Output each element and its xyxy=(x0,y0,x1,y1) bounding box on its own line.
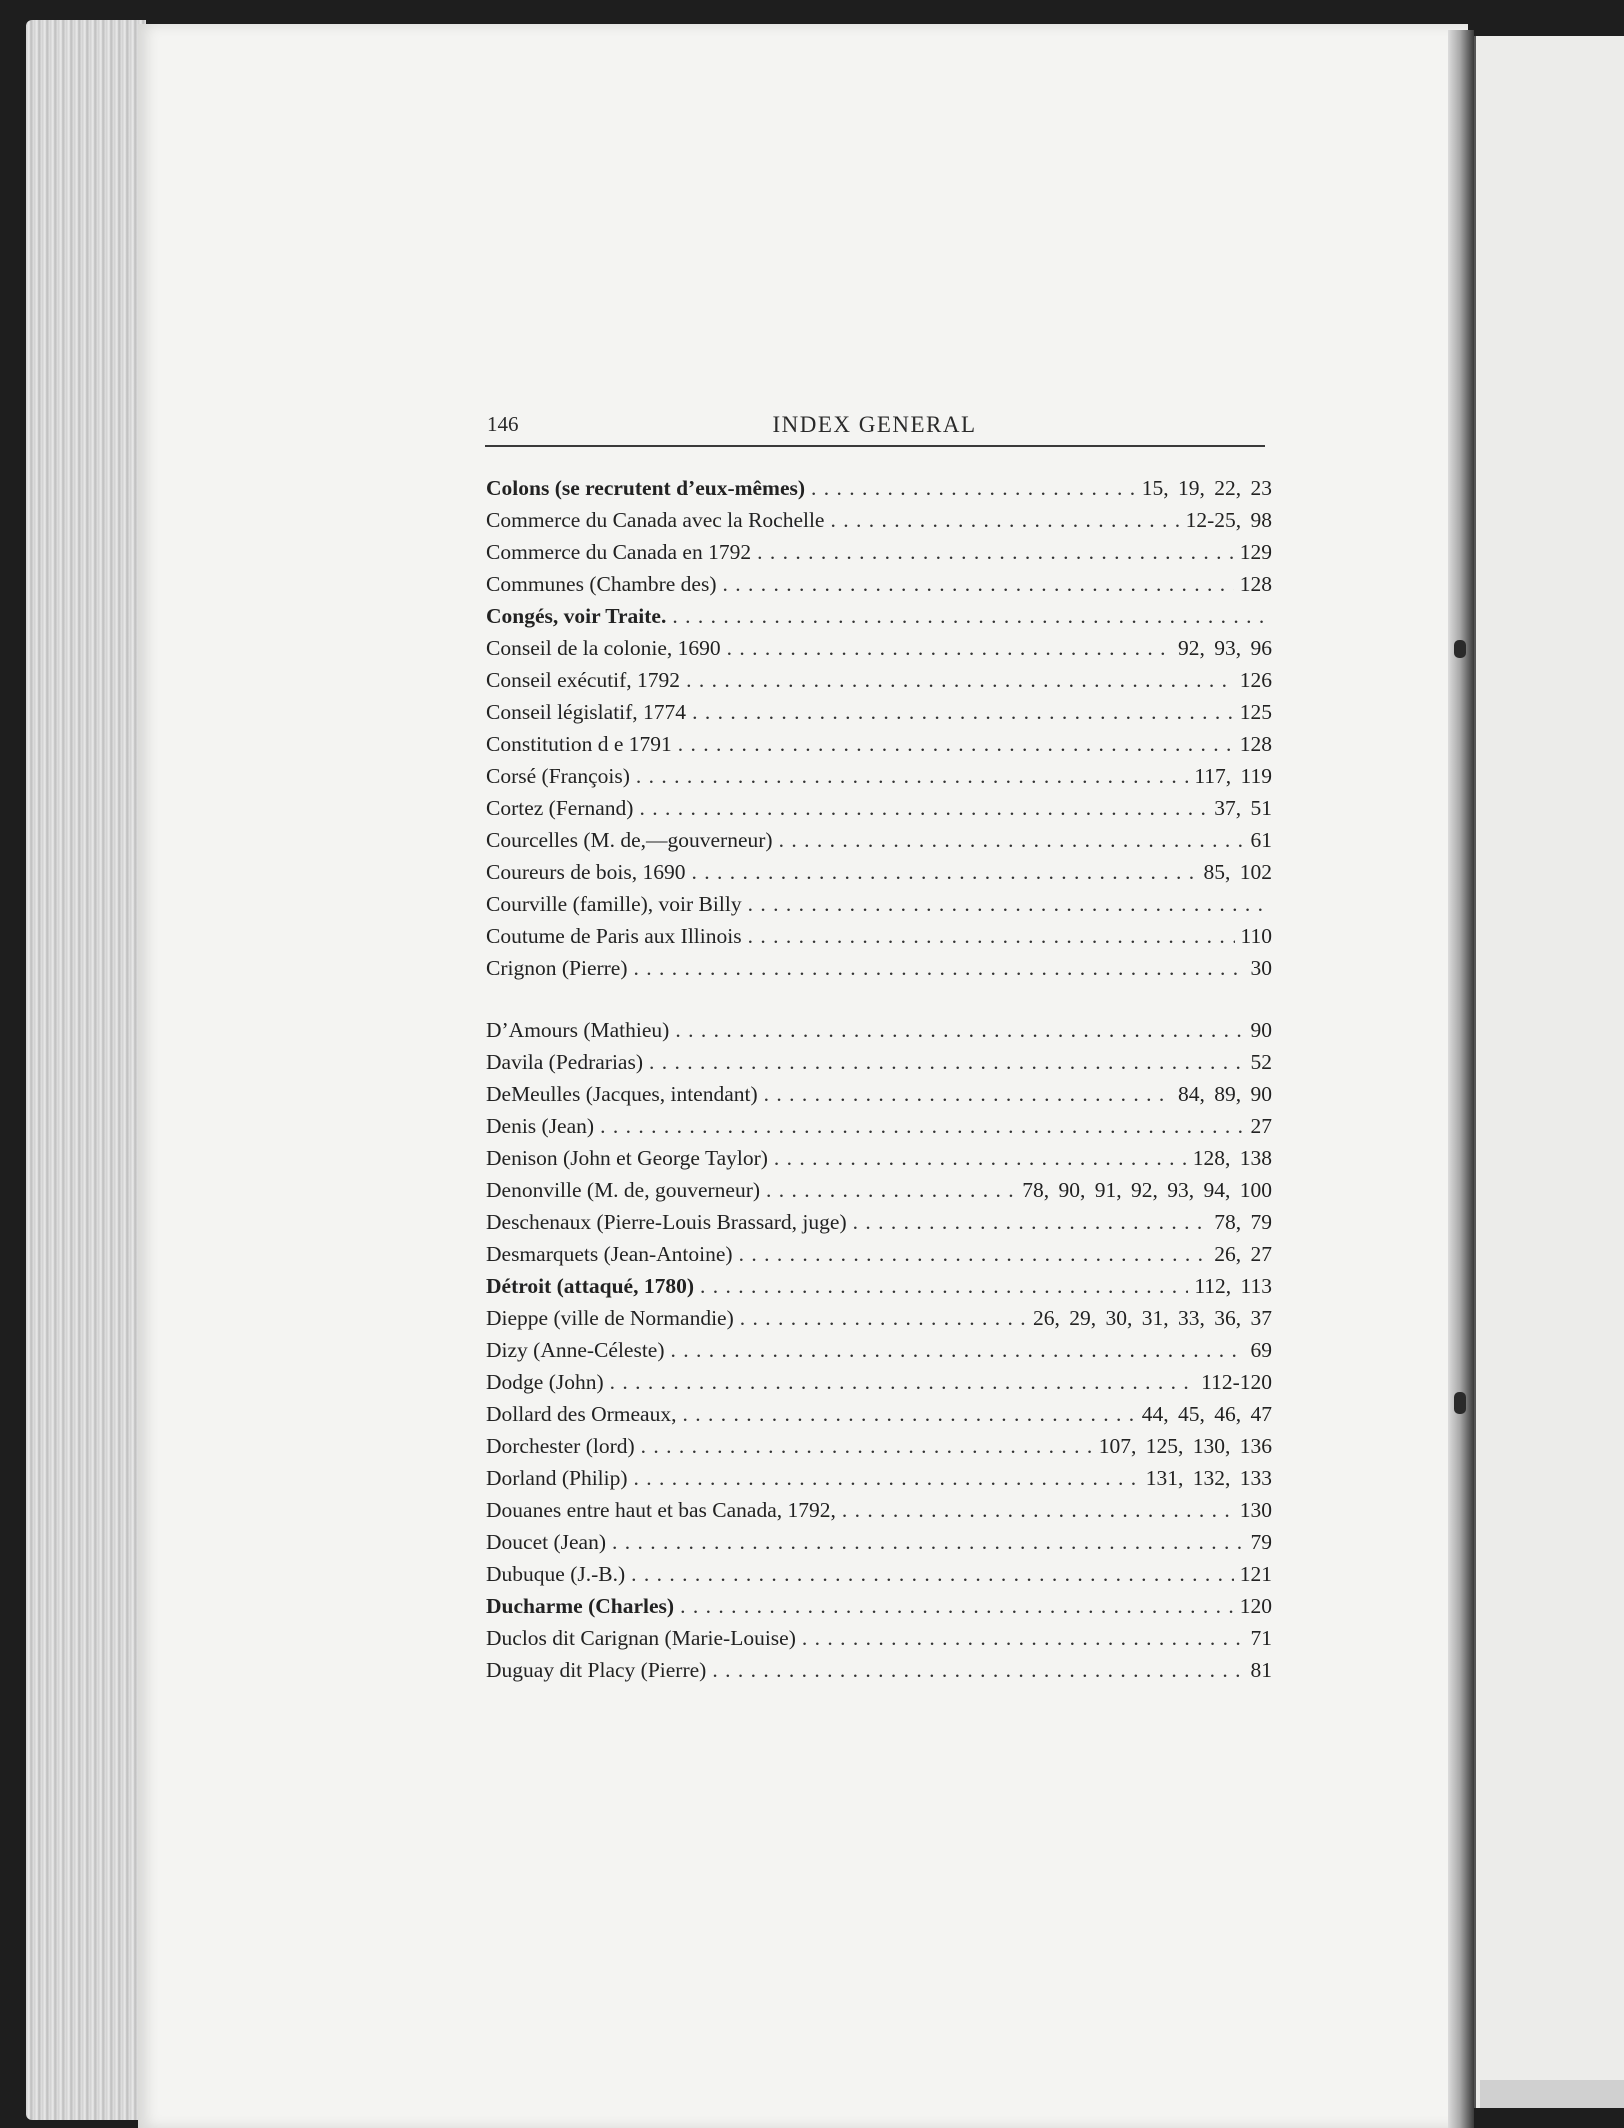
index-entry-label: Courville (famille), voir Billy xyxy=(486,892,742,916)
index-entry xyxy=(486,1114,1272,1146)
index-entry-label: Dorland (Philip) xyxy=(486,1466,628,1490)
index-entry xyxy=(486,828,1272,860)
index-entry-label: Crignon (Pierre) xyxy=(486,956,628,980)
index-entry-label: Congés, voir Traite. xyxy=(486,604,667,628)
index-entry xyxy=(486,892,1272,924)
dot-leader xyxy=(612,1530,1245,1555)
index-entry-label: Constitution d e 1791 xyxy=(486,732,672,756)
index-entry-pages: 52 xyxy=(1250,1050,1272,1074)
index-group-c xyxy=(486,476,1272,988)
dot-leader xyxy=(649,1050,1245,1075)
dot-leader xyxy=(712,1658,1244,1683)
dot-leader xyxy=(727,636,1172,661)
index-entry-label: Commerce du Canada en 1792 xyxy=(486,540,752,564)
facing-page-bottom xyxy=(1480,2080,1624,2108)
dot-leader xyxy=(610,1370,1195,1395)
index-entry-pages: 117, 119 xyxy=(1194,764,1272,788)
index-entry xyxy=(486,1466,1272,1498)
dot-leader xyxy=(641,1434,1093,1459)
dot-leader xyxy=(686,668,1234,693)
index-entry xyxy=(486,508,1272,540)
dot-leader xyxy=(774,1146,1187,1171)
dot-leader xyxy=(739,1242,1209,1267)
dot-leader xyxy=(678,732,1234,757)
dot-leader xyxy=(672,604,1266,629)
index-entry xyxy=(486,1306,1272,1338)
index-entry-label: Dieppe (ville de Normandie) xyxy=(486,1306,734,1330)
index-entry-pages: 128 xyxy=(1239,732,1272,756)
index-entry xyxy=(486,572,1272,604)
index-entry-pages: 44, 45, 46, 47 xyxy=(1141,1402,1272,1426)
index-entry-label: Détroit (attaqué, 1780) xyxy=(486,1274,694,1298)
index-entry xyxy=(486,1146,1272,1178)
index-entry-pages: 130 xyxy=(1239,1498,1272,1522)
dot-leader xyxy=(748,892,1266,917)
dot-leader xyxy=(779,828,1245,853)
dot-leader xyxy=(748,924,1235,949)
index-entry xyxy=(486,764,1272,796)
index-entry-label: Desmarquets (Jean-Antoine) xyxy=(486,1242,733,1266)
index-entry-pages: 79 xyxy=(1250,1530,1272,1554)
index-entry-label: Coutume de Paris aux Illinois xyxy=(486,924,742,948)
index-entry-pages: 112, 113 xyxy=(1194,1274,1272,1298)
dot-leader xyxy=(691,860,1197,885)
dot-leader xyxy=(853,1210,1209,1235)
dot-leader xyxy=(631,1562,1234,1587)
book-gutter xyxy=(1448,30,1474,2128)
index-entry xyxy=(486,1242,1272,1274)
index-entry-pages: 37, 51 xyxy=(1214,796,1272,820)
index-entry-label: Courcelles (M. de,—gouverneur) xyxy=(486,828,773,852)
index-entry-pages: 61 xyxy=(1250,828,1272,852)
index-entry xyxy=(486,476,1272,508)
index-entry-label: Commerce du Canada avec la Rochelle xyxy=(486,508,825,532)
index-entry-pages: 12-25, 98 xyxy=(1185,508,1272,532)
index-entry-pages: 92, 93, 96 xyxy=(1178,636,1272,660)
facing-page-edge xyxy=(1474,36,1624,2108)
header-rule xyxy=(485,445,1265,447)
index-entry-label: Deschenaux (Pierre-Louis Brassard, juge) xyxy=(486,1210,847,1234)
index-entry-label: Duclos dit Carignan (Marie-Louise) xyxy=(486,1626,796,1650)
index-entry-pages: 78, 90, 91, 92, 93, 94, 100 xyxy=(1022,1178,1272,1202)
dot-leader xyxy=(636,764,1188,789)
index-entry-pages: 26, 29, 30, 31, 33, 36, 37 xyxy=(1033,1306,1272,1330)
index-entry-label: Conseil exécutif, 1792 xyxy=(486,668,681,692)
index-entry-pages: 112-120 xyxy=(1201,1370,1272,1394)
index-entry xyxy=(486,540,1272,572)
index-entry-label: Duguay dit Placy (Pierre) xyxy=(486,1658,707,1682)
index-entry xyxy=(486,956,1272,988)
page-number: 146 xyxy=(487,412,519,436)
index-entry-label: Dizy (Anne-Céleste) xyxy=(486,1338,665,1362)
dot-leader xyxy=(639,796,1208,821)
index-group-d xyxy=(486,1018,1272,1690)
index-entry-pages: 27 xyxy=(1250,1114,1272,1138)
dot-leader xyxy=(634,956,1245,981)
index-entry-pages: 84, 89, 90 xyxy=(1178,1082,1272,1106)
dot-leader xyxy=(700,1274,1188,1299)
binding-thread-mark xyxy=(1454,640,1466,658)
index-entry xyxy=(486,1338,1272,1370)
index-entry xyxy=(486,1402,1272,1434)
index-entry-label: Davila (Pedrarias) xyxy=(486,1050,643,1074)
index-entry xyxy=(486,1562,1272,1594)
index-entry-label: Cortez (Fernand) xyxy=(486,796,634,820)
index-entry-label: DeMeulles (Jacques, intendant) xyxy=(486,1082,758,1106)
running-title: INDEX GENERAL xyxy=(772,412,977,437)
index-entry-pages: 107, 125, 130, 136 xyxy=(1098,1434,1272,1458)
index-entry xyxy=(486,924,1272,956)
index-entry-pages: 81 xyxy=(1250,1658,1272,1682)
index-entry xyxy=(486,636,1272,668)
index-entry-pages: 125 xyxy=(1239,700,1272,724)
dot-leader xyxy=(675,1018,1244,1043)
index-entry-pages: 69 xyxy=(1250,1338,1272,1362)
index-entry-label: Ducharme (Charles) xyxy=(486,1594,675,1618)
index-list xyxy=(486,476,1272,1690)
index-entry-label: Douanes entre haut et bas Canada, 1792, xyxy=(486,1498,836,1522)
index-entry-label: Coureurs de bois, 1690 xyxy=(486,860,686,884)
index-entry xyxy=(486,1594,1272,1626)
dot-leader xyxy=(600,1114,1244,1139)
index-entry-label: Denis (Jean) xyxy=(486,1114,595,1138)
index-entry-label: Colons (se recrutent d’eux-mêmes) xyxy=(486,476,806,500)
index-entry xyxy=(486,1274,1272,1306)
index-entry xyxy=(486,1050,1272,1082)
index-entry-label: Dodge (John) xyxy=(486,1370,604,1394)
index-entry xyxy=(486,700,1272,732)
book-page-edges xyxy=(26,20,146,2120)
index-entry xyxy=(486,1530,1272,1562)
index-entry-pages: 85, 102 xyxy=(1203,860,1272,884)
index-entry xyxy=(486,1658,1272,1690)
index-entry-pages: 128 xyxy=(1239,572,1272,596)
index-entry-pages: 128, 138 xyxy=(1192,1146,1272,1170)
dot-leader xyxy=(682,1402,1135,1427)
index-entry xyxy=(486,604,1272,636)
dot-leader xyxy=(811,476,1136,501)
index-entry-label: Doucet (Jean) xyxy=(486,1530,606,1554)
index-entry-pages: 30 xyxy=(1250,956,1272,980)
dot-leader xyxy=(723,572,1234,597)
index-entry xyxy=(486,1370,1272,1402)
dot-leader xyxy=(692,700,1234,725)
index-entry xyxy=(486,732,1272,764)
index-entry-label: Dollard des Ormeaux, xyxy=(486,1402,677,1426)
dot-leader xyxy=(842,1498,1234,1523)
dot-leader xyxy=(757,540,1234,565)
index-entry xyxy=(486,1626,1272,1658)
index-entry-pages: 26, 27 xyxy=(1214,1242,1272,1266)
dot-leader xyxy=(802,1626,1245,1651)
index-entry-pages: 15, 19, 22, 23 xyxy=(1141,476,1272,500)
index-entry-pages: 126 xyxy=(1239,668,1272,692)
index-entry xyxy=(486,1210,1272,1242)
dot-leader xyxy=(766,1178,1016,1203)
index-entry-label: Conseil législatif, 1774 xyxy=(486,700,687,724)
index-entry xyxy=(486,1498,1272,1530)
index-entry-label: Communes (Chambre des) xyxy=(486,572,717,596)
index-entry xyxy=(486,668,1272,700)
index-entry-pages: 131, 132, 133 xyxy=(1145,1466,1272,1490)
index-entry-pages: 78, 79 xyxy=(1214,1210,1272,1234)
dot-leader xyxy=(740,1306,1027,1331)
index-entry xyxy=(486,1178,1272,1210)
index-entry xyxy=(486,860,1272,892)
index-entry-label: Dubuque (J.-B.) xyxy=(486,1562,626,1586)
index-entry xyxy=(486,1434,1272,1466)
dot-leader xyxy=(764,1082,1172,1107)
index-entry-label: Conseil de la colonie, 1690 xyxy=(486,636,721,660)
index-entry-pages: 110 xyxy=(1240,924,1272,948)
index-entry-pages: 90 xyxy=(1250,1018,1272,1042)
index-entry xyxy=(486,1018,1272,1050)
index-entry-label: Denonville (M. de, gouverneur) xyxy=(486,1178,761,1202)
index-entry xyxy=(486,796,1272,828)
index-entry-label: Corsé (François) xyxy=(486,764,630,788)
group-gap xyxy=(486,988,1272,1018)
binding-thread-mark xyxy=(1454,1392,1466,1414)
dot-leader xyxy=(634,1466,1140,1491)
index-entry-pages: 121 xyxy=(1239,1562,1272,1586)
index-entry-label: D’Amours (Mathieu) xyxy=(486,1018,670,1042)
index-entry-label: Dorchester (lord) xyxy=(486,1434,635,1458)
index-entry-label: Denison (John et George Taylor) xyxy=(486,1146,768,1170)
index-entry-pages: 120 xyxy=(1239,1594,1272,1618)
index-entry-pages: 71 xyxy=(1250,1626,1272,1650)
dot-leader xyxy=(671,1338,1245,1363)
index-entry-pages: 129 xyxy=(1239,540,1272,564)
dot-leader xyxy=(830,508,1179,533)
dot-leader xyxy=(680,1594,1234,1619)
index-entry xyxy=(486,1082,1272,1114)
